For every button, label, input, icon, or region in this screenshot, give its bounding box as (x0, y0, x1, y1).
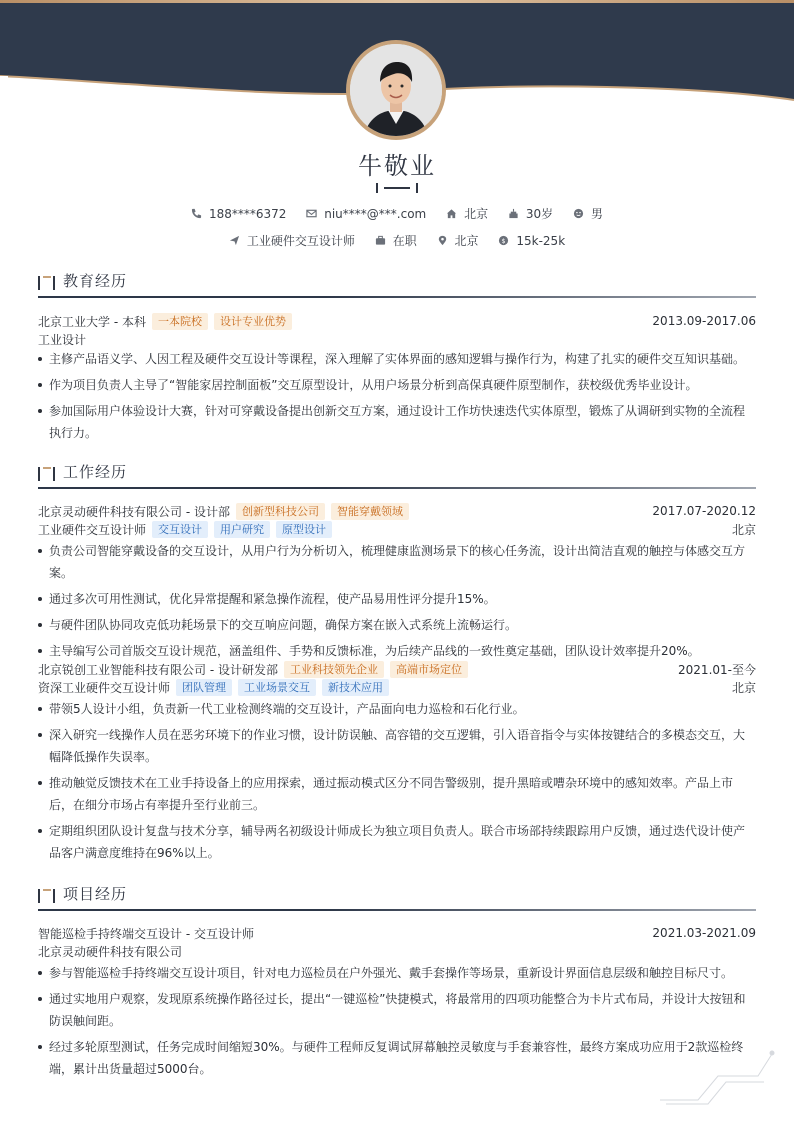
job-intent-row (0, 232, 794, 249)
phone-text: 188****6372 (208, 206, 287, 221)
list-item: 负责公司智能穿戴设备的交互设计，从用户行为分析切入，梳理健康监测场景下的核心任务流，设计出简洁直观的触控与体感交互方案。 (38, 540, 756, 584)
email-icon (306, 208, 317, 219)
list-item: 通过实地用户观察，发现原系统操作路径过长，提出“一键巡检”快捷模式，将最常用的四项功能整合为卡片式布局，并设计大按钮和防误触间距。 (38, 988, 756, 1032)
list-item: 定期组织团队设计复盘与技术分享，辅导两名初级设计师成长为独立项目负责人。联合市场部持续跟踪用户反馈，通过迭代设计使产品客户满意度维持在96%以上。 (38, 820, 756, 864)
work-location: 北京 (731, 680, 756, 695)
candidate-name: 牛敬业 (358, 152, 436, 180)
age-text: 30岁 (525, 207, 554, 221)
work-entry-header (38, 502, 756, 520)
work-section (38, 461, 756, 868)
education-date: 2013.09-2017.06 (652, 314, 756, 328)
company-tag: 创新型科技公司 (236, 503, 325, 520)
send-icon (229, 235, 240, 246)
person-icon (573, 208, 584, 219)
job-city-text: 北京 (454, 234, 479, 248)
list-item: 参加国际用户体验设计大赛，针对可穿戴设备提出创新交互方案，通过设计工作坊快速迭代实体原型，锻炼了从调研到实物的全流程执行力。 (38, 400, 756, 444)
work-title: 工作经历 (63, 463, 128, 481)
money-icon (498, 235, 509, 246)
projects-title: 项目经历 (63, 885, 128, 903)
project-date: 2021.03-2021.09 (652, 926, 756, 940)
status-item (375, 232, 417, 249)
projects-section (38, 883, 756, 1084)
work-date: 2021.01-至今 (678, 662, 756, 677)
education-entry-header (38, 312, 756, 330)
svg-text:$: $ (501, 236, 506, 245)
school-tag: 设计专业优势 (214, 313, 292, 330)
education-header (38, 270, 756, 296)
skill-tag: 新技术应用 (322, 679, 389, 696)
job-title-item (229, 232, 355, 249)
skill-tag: 交互设计 (152, 521, 208, 538)
skill-tag: 原型设计 (276, 521, 332, 538)
city-item (446, 205, 488, 222)
education-title: 教育经历 (63, 272, 128, 290)
phone-item (191, 207, 286, 221)
skill-tag: 团队管理 (176, 679, 232, 696)
location-pin-icon (437, 235, 448, 246)
company-name: 北京锐创工业智能科技有限公司 - 设计研发部 (38, 662, 278, 677)
role-name: 工业硬件交互设计师 (38, 522, 147, 537)
role-name: 资深工业硬件交互设计师 (38, 680, 171, 695)
contact-info-row (0, 205, 794, 222)
major: 工业设计 (38, 332, 87, 347)
corner-decoration (658, 1046, 778, 1106)
project-company-row (38, 942, 756, 960)
salary-text: 15k-25k (516, 233, 566, 248)
work-bullets (38, 540, 756, 662)
city-text: 北京 (464, 207, 489, 221)
work-role-row (38, 520, 756, 538)
name-divider-icon (376, 183, 418, 193)
company-tag: 智能穿戴领域 (331, 503, 409, 520)
education-section (38, 270, 756, 448)
list-item: 深入研究一线操作人员在恶劣环境下的作业习惯，设计防误触、高容错的交互逻辑，引入语音指令与实体按键结合的多模态交互，大幅降低操作失误率。 (38, 724, 756, 768)
gender-item (573, 205, 603, 222)
project-name: 智能巡检手持终端交互设计 - 交互设计师 (38, 926, 254, 941)
section-divider (38, 487, 756, 489)
section-mark-icon (38, 889, 56, 903)
skill-tag: 用户研究 (214, 521, 270, 538)
avatar-ring (346, 40, 446, 140)
section-mark-icon (38, 467, 56, 481)
briefcase-icon (375, 235, 386, 246)
projects-header (38, 883, 756, 909)
work-entry-header (38, 660, 756, 678)
section-divider (38, 296, 756, 298)
list-item: 经过多轮原型测试，任务完成时间缩短30%。与硬件工程师反复调试屏幕触控灵敏度与手套兼容性，最终方案成功应用于2款巡检终端，累计出货量超过5000台。 (38, 1036, 756, 1080)
job-city-item (437, 232, 479, 249)
status-text: 在职 (392, 234, 417, 248)
project-entry-header (38, 924, 756, 942)
age-item (508, 205, 553, 222)
cake-icon (508, 208, 519, 219)
list-item: 与硬件团队协同攻克低功耗场景下的交互响应问题，确保方案在嵌入式系统上流畅运行。 (38, 614, 756, 636)
school-name: 北京工业大学 - 本科 (38, 314, 146, 329)
section-mark-icon (38, 276, 56, 290)
phone-icon (191, 208, 202, 219)
list-item: 作为项目负责人主导了“智能家居控制面板”交互原型设计，从用户场景分析到高保真硬件原型制作，获校级优秀毕业设计。 (38, 374, 756, 396)
project-company: 北京灵动硬件科技有限公司 (38, 944, 183, 959)
gender-text: 男 (591, 207, 604, 221)
list-item: 通过多次可用性测试，优化异常提醒和紧急操作流程，使产品易用性评分提升15%。 (38, 588, 756, 610)
work-header (38, 461, 756, 487)
company-tag: 工业科技领先企业 (284, 661, 384, 678)
skill-tag: 工业场景交互 (238, 679, 316, 696)
salary-item (498, 234, 565, 248)
email-text: niu****@***.com (324, 206, 427, 221)
company-name: 北京灵动硬件科技有限公司 - 设计部 (38, 504, 230, 519)
avatar (350, 44, 442, 136)
job-title-text: 工业硬件交互设计师 (246, 234, 355, 248)
list-item: 带领5人设计小组，负责新一代工业检测终端的交互设计，产品面向电力巡检和石化行业。 (38, 698, 756, 720)
section-divider (38, 909, 756, 911)
list-item: 主导编写公司首版交互设计规范，涵盖组件、手势和反馈标准，为后续产品线的一致性奠定基础，团队设计效率提升20%。 (38, 640, 756, 662)
work-role-row (38, 678, 756, 696)
work-bullets (38, 698, 756, 864)
school-tag: 一本院校 (152, 313, 208, 330)
email-item (306, 207, 426, 221)
education-bullets (38, 348, 756, 444)
company-tag: 高端市场定位 (390, 661, 468, 678)
list-item: 主修产品语义学、人因工程及硬件交互设计等课程，深入理解了实体界面的感知逻辑与操作行为，构建了扎实的硬件交互知识基础。 (38, 348, 756, 370)
education-major-row (38, 330, 756, 348)
list-item: 参与智能巡检手持终端交互设计项目，针对电力巡检员在户外强光、戴手套操作等场景，重新设计界面信息层级和触控目标尺寸。 (38, 962, 756, 984)
work-location: 北京 (731, 522, 756, 537)
list-item: 推动触觉反馈技术在工业手持设备上的应用探索，通过振动模式区分不同告警级别，提升黑暗或嘈杂环境中的感知效率。产品上市后，在细分市场占有率提升至行业前三。 (38, 772, 756, 816)
home-icon (446, 208, 457, 219)
project-bullets (38, 962, 756, 1080)
work-date: 2017.07-2020.12 (652, 504, 756, 518)
